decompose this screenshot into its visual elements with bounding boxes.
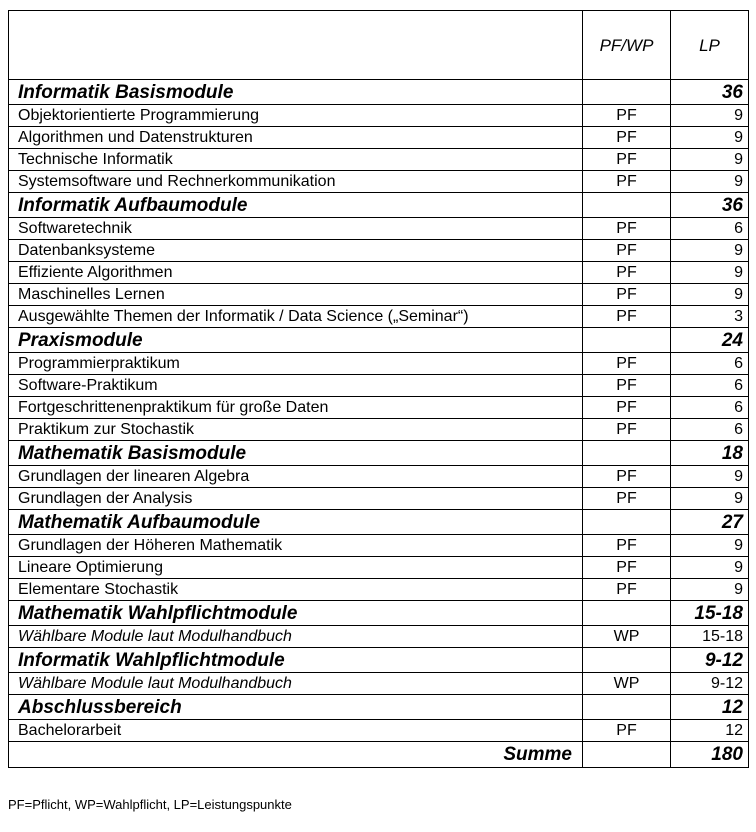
section-row xyxy=(9,441,749,466)
section-title: Mathematik Basismodule xyxy=(9,441,583,466)
module-type: PF xyxy=(583,488,671,510)
module-row xyxy=(9,720,749,742)
module-name: Grundlagen der Analysis xyxy=(9,488,583,510)
section-title: Abschlussbereich xyxy=(9,695,583,720)
section-type-cell xyxy=(583,648,671,673)
module-type: PF xyxy=(583,171,671,193)
section-lp: 27 xyxy=(671,510,749,535)
table-header-row xyxy=(9,11,749,80)
header-lp-cell: LP xyxy=(671,11,749,80)
section-row xyxy=(9,601,749,626)
module-lp: 9 xyxy=(671,466,749,488)
module-name: Systemsoftware und Rechnerkommunikation xyxy=(9,171,583,193)
module-name: Grundlagen der Höheren Mathematik xyxy=(9,535,583,557)
module-row xyxy=(9,488,749,510)
module-row xyxy=(9,171,749,193)
module-type: PF xyxy=(583,557,671,579)
section-title: Informatik Aufbaumodule xyxy=(9,193,583,218)
module-lp: 9 xyxy=(671,579,749,601)
module-type: PF xyxy=(583,105,671,127)
module-lp: 9 xyxy=(671,149,749,171)
module-row xyxy=(9,149,749,171)
module-type: PF xyxy=(583,127,671,149)
header-empty-cell xyxy=(9,11,583,80)
module-row xyxy=(9,127,749,149)
module-row xyxy=(9,240,749,262)
module-lp: 6 xyxy=(671,375,749,397)
module-name: Grundlagen der linearen Algebra xyxy=(9,466,583,488)
section-title: Informatik Wahlpflichtmodule xyxy=(9,648,583,673)
module-name: Wählbare Module laut Modulhandbuch xyxy=(9,626,583,648)
header-type-cell: PF/WP xyxy=(583,11,671,80)
section-lp: 36 xyxy=(671,80,749,105)
module-row xyxy=(9,626,749,648)
section-type-cell xyxy=(583,695,671,720)
section-type-cell xyxy=(583,510,671,535)
section-lp: 15-18 xyxy=(671,601,749,626)
module-name: Lineare Optimierung xyxy=(9,557,583,579)
module-type: PF xyxy=(583,466,671,488)
section-lp: 36 xyxy=(671,193,749,218)
module-row xyxy=(9,105,749,127)
summary-row xyxy=(9,742,749,768)
module-name: Technische Informatik xyxy=(9,149,583,171)
summary-total: 180 xyxy=(671,742,749,768)
module-row xyxy=(9,673,749,695)
module-row xyxy=(9,262,749,284)
module-name: Datenbanksysteme xyxy=(9,240,583,262)
module-type: PF xyxy=(583,720,671,742)
summary-label: Summe xyxy=(9,742,583,768)
module-lp: 9 xyxy=(671,262,749,284)
section-title: Mathematik Aufbaumodule xyxy=(9,510,583,535)
section-type-cell xyxy=(583,80,671,105)
module-lp: 6 xyxy=(671,397,749,419)
module-name: Wählbare Module laut Modulhandbuch xyxy=(9,673,583,695)
module-table xyxy=(8,10,749,768)
module-row xyxy=(9,306,749,328)
section-lp: 24 xyxy=(671,328,749,353)
module-type: PF xyxy=(583,240,671,262)
section-row xyxy=(9,193,749,218)
section-type-cell xyxy=(583,328,671,353)
module-row xyxy=(9,397,749,419)
module-row xyxy=(9,535,749,557)
section-row xyxy=(9,648,749,673)
module-lp: 3 xyxy=(671,306,749,328)
module-lp: 9 xyxy=(671,240,749,262)
section-row xyxy=(9,510,749,535)
section-type-cell xyxy=(583,441,671,466)
module-type: PF xyxy=(583,306,671,328)
module-lp: 9 xyxy=(671,171,749,193)
section-lp: 12 xyxy=(671,695,749,720)
section-type-cell xyxy=(583,193,671,218)
module-name: Softwaretechnik xyxy=(9,218,583,240)
module-type: PF xyxy=(583,535,671,557)
section-row xyxy=(9,80,749,105)
module-name: Programmierpraktikum xyxy=(9,353,583,375)
module-type: PF xyxy=(583,262,671,284)
module-lp: 9-12 xyxy=(671,673,749,695)
section-row xyxy=(9,328,749,353)
section-row xyxy=(9,695,749,720)
section-lp: 18 xyxy=(671,441,749,466)
section-title: Praxismodule xyxy=(9,328,583,353)
module-lp: 6 xyxy=(671,353,749,375)
module-name: Software-Praktikum xyxy=(9,375,583,397)
module-type: PF xyxy=(583,397,671,419)
section-type-cell xyxy=(583,601,671,626)
module-lp: 6 xyxy=(671,218,749,240)
module-lp: 12 xyxy=(671,720,749,742)
module-lp: 9 xyxy=(671,488,749,510)
footnote: PF=Pflicht, WP=Wahlpflicht, LP=Leistungspunkte xyxy=(8,797,292,812)
module-type: PF xyxy=(583,419,671,441)
module-type: WP xyxy=(583,626,671,648)
module-type: PF xyxy=(583,579,671,601)
section-title: Informatik Basismodule xyxy=(9,80,583,105)
module-type: PF xyxy=(583,375,671,397)
module-name: Bachelorarbeit xyxy=(9,720,583,742)
module-name: Objektorientierte Programmierung xyxy=(9,105,583,127)
module-type: PF xyxy=(583,218,671,240)
module-name: Maschinelles Lernen xyxy=(9,284,583,306)
module-lp: 6 xyxy=(671,419,749,441)
module-name: Effiziente Algorithmen xyxy=(9,262,583,284)
module-row xyxy=(9,466,749,488)
module-row xyxy=(9,557,749,579)
section-title: Mathematik Wahlpflichtmodule xyxy=(9,601,583,626)
module-lp: 9 xyxy=(671,127,749,149)
module-name: Praktikum zur Stochastik xyxy=(9,419,583,441)
module-row xyxy=(9,218,749,240)
table-body xyxy=(9,11,749,768)
module-type: PF xyxy=(583,353,671,375)
module-lp: 15-18 xyxy=(671,626,749,648)
module-lp: 9 xyxy=(671,535,749,557)
module-name: Ausgewählte Themen der Informatik / Data Science („Seminar“) xyxy=(9,306,583,328)
module-name: Algorithmen und Datenstrukturen xyxy=(9,127,583,149)
summary-type-cell xyxy=(583,742,671,768)
module-type: PF xyxy=(583,284,671,306)
module-name: Fortgeschrittenenpraktikum für große Daten xyxy=(9,397,583,419)
module-row xyxy=(9,419,749,441)
module-type: PF xyxy=(583,149,671,171)
module-row xyxy=(9,375,749,397)
module-type: WP xyxy=(583,673,671,695)
module-lp: 9 xyxy=(671,284,749,306)
module-row xyxy=(9,284,749,306)
module-lp: 9 xyxy=(671,105,749,127)
module-row xyxy=(9,579,749,601)
module-lp: 9 xyxy=(671,557,749,579)
module-row xyxy=(9,353,749,375)
module-name: Elementare Stochastik xyxy=(9,579,583,601)
section-lp: 9-12 xyxy=(671,648,749,673)
